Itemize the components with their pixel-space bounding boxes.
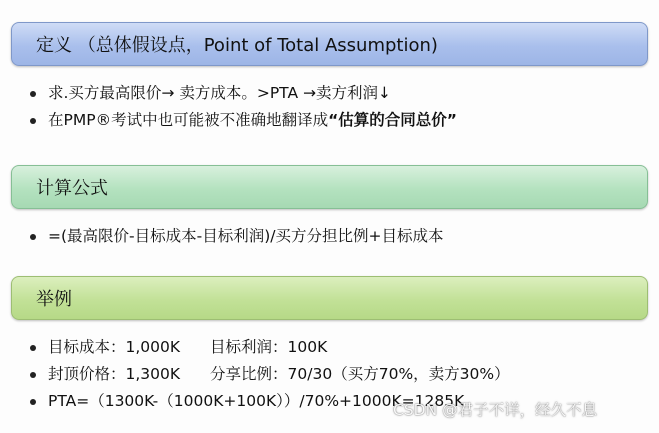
bullet-text: 封顶价格：1,300K	[48, 365, 181, 383]
definition-bullets	[30, 80, 457, 134]
bullet-text: 在PMP®考试中也可能被不准确地翻译成	[48, 111, 329, 129]
definition-header	[11, 22, 648, 66]
bullet-dot-icon	[30, 118, 36, 124]
bullet-dot-icon	[30, 399, 36, 405]
formula-bullets	[30, 223, 443, 250]
list-item	[30, 107, 457, 134]
bullet-text: PTA=（1300K-（1000K+100K））/70%+1000K=1285K	[48, 392, 465, 410]
bullet-dot-icon	[30, 234, 36, 240]
bullet-text: 目标利润：100K	[210, 338, 328, 356]
bullet-text: =(最高限价-目标成本-目标利润)/买方分担比例+目标成本	[48, 227, 444, 245]
bullet-dot-icon	[30, 372, 36, 378]
formula-title: 计算公式	[36, 178, 108, 199]
bullet-text: 分享比例：70/30（买方70%，卖方30%）	[210, 365, 510, 383]
bullet-dot-icon	[30, 345, 36, 351]
bullet-dot-icon	[30, 91, 36, 97]
bullet-emphasis: “估算的合同总价”	[328, 111, 457, 129]
bullet-text: 目标成本：1,000K	[48, 338, 181, 356]
list-item	[30, 80, 457, 107]
list-item	[30, 361, 510, 388]
list-item	[30, 334, 510, 361]
example-title: 举例	[36, 289, 72, 310]
list-item	[30, 223, 443, 250]
definition-title: 定义 （总体假设点，Point of Total Assumption)	[36, 35, 438, 56]
watermark: CSDN @君子不详，经久不息	[393, 401, 598, 419]
example-header	[11, 276, 648, 320]
formula-header	[11, 165, 648, 209]
bullet-text: 求.买方最高限价→ 卖方成本。>PTA →卖方利润↓	[48, 84, 391, 102]
